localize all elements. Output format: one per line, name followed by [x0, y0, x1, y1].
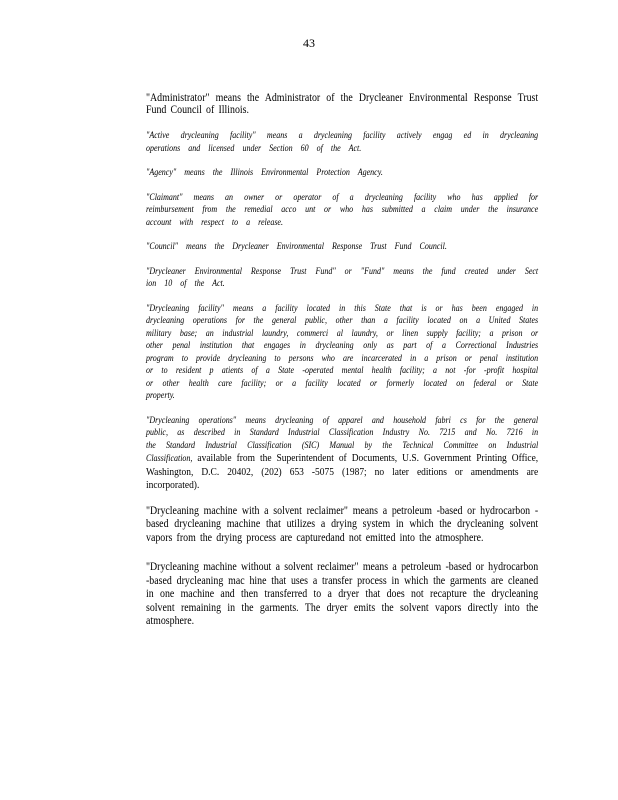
definition-machine-with-solvent-reclaimer: "Drycleaning machine with a solvent reclaimer" means a petroleum -based or hydrocarbon -based drycleaning machine that utilizes a drying system in which the drycleaning solvent vapors from the drying process are capturedand not emitted into the atmosphere.	[146, 504, 539, 544]
definition-administrator: "Administrator" means the Administrator of the Drycleaner Environmental Response Trust Fund Council of Illinois.	[146, 92, 539, 116]
definition-machine-without-solvent-reclaimer: "Drycleaning machine without a solvent reclaimer" means a petroleum -based or hydrocarbon -based drycleaning mac hine that uses a transfer process in which the garments are cleaned in one machine and then transferred to a dryer that does not recapture the drycleaning solvent remaining in the garments. The dryer emits the solvent vapors directly into the atmosphere.	[146, 561, 539, 627]
definition-fund: "Drycleaner Environmental Response Trust Fund" or "Fund" means the fund created under Sect ion 10 of the Act.	[146, 266, 539, 289]
definition-drycleaning-operations-italic-part: "Drycleaning operations" means drycleaning of apparel and household fabri cs for the general public, as described in Standard Industrial Classification Industry No. 7215 and No. 7216 in the Standard Industrial Classification (SIC) Manual by the Technical Committee on Industrial Classification,	[146, 415, 539, 464]
definitions-section	[146, 92, 538, 645]
definition-agency: "Agency" means the Illinois Environmental Protection Agency.	[146, 168, 383, 178]
definition-active-drycleaning-facility: "Active drycleaning facility" means a drycleaning facility actively engag ed in drycleaning operations and licensed under Section 60 of the Act.	[146, 131, 539, 154]
definition-drycleaning-operations-normal-part: available from the Superintendent of Documents, U.S. Government Printing Office, Washington, D.C. 20402, (202) 653 -5075 (1987; no later editions or amendments are incorporated).	[146, 452, 539, 491]
definition-drycleaning-facility: "Drycleaning facility" means a facility located in this State that is or has been engaged in drycleaning operations for the general public, other than a facility located on a United States military base; an industrial laundry, commerci al laundry, or linen supply facility; a prison or other penal institution that engages in drycleaning only as part of a Correctional Industries program to provide drycleaning to persons who are incarcerated in a prison or penal institution or to resident p atients of a State -operated mental health facility; a not -for -profit hospital or other health care facility; or a facility located or formerly located on federal or State property.	[146, 303, 539, 401]
definition-drycleaning-operations	[146, 415, 538, 493]
page-number: 43	[303, 36, 315, 50]
definition-council: "Council" means the Drycleaner Environmental Response Trust Fund Council.	[146, 242, 447, 252]
definition-claimant: "Claimant" means an owner or operator of a drycleaning facility who has applied for reimbursement from the remedial acco unt or who has submitted a claim under the insurance account with respect to a release.	[146, 192, 539, 228]
